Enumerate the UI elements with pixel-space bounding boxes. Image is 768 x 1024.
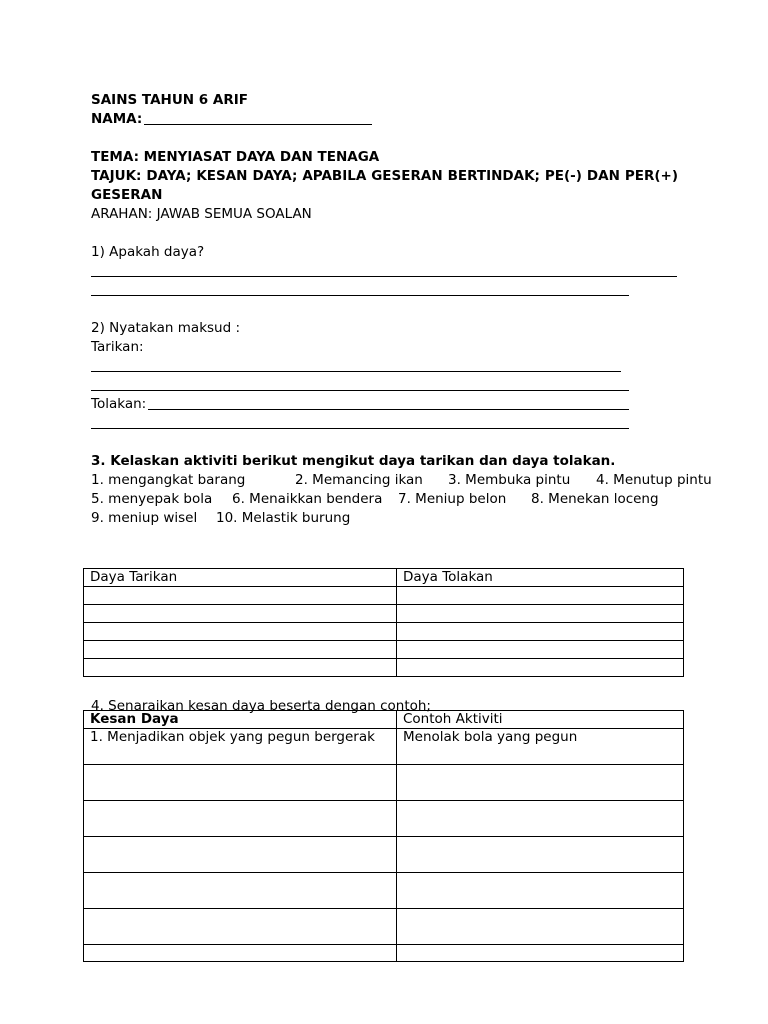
kesan-cell[interactable] (84, 873, 397, 909)
tolakan-answer-line-b[interactable] (91, 414, 678, 433)
table-header-row (84, 569, 684, 587)
theme-line: TEMA: MENYIASAT DAYA DAN TENAGA (91, 149, 380, 165)
name-label: NAMA: (91, 111, 143, 127)
tolakan-answer-line-a[interactable] (148, 409, 629, 410)
table-row (84, 641, 684, 659)
question-1: 1) Apakah daya? (91, 244, 205, 260)
activity-item: 7. Meniup belon (398, 491, 507, 507)
instruction-line: ARAHAN: JAWAB SEMUA SOALAN (91, 206, 312, 222)
activity-item: 4. Menutup pintu (596, 472, 712, 488)
tolakan-cell[interactable] (397, 641, 684, 659)
kesan-cell[interactable] (84, 945, 397, 962)
activity-item: 9. meniup wisel (91, 510, 198, 526)
activity-row-2 (91, 490, 678, 509)
table-row (84, 873, 684, 909)
activity-item: 6. Menaikkan bendera (232, 491, 383, 507)
class-line: SAINS TAHUN 6 ARIF (91, 92, 248, 108)
contoh-cell[interactable] (397, 909, 684, 945)
kesan-cell[interactable] (84, 801, 397, 837)
table-row (84, 729, 684, 765)
header-kesan-daya: Kesan Daya (84, 711, 397, 729)
table-row (84, 945, 684, 962)
worksheet-content (91, 91, 712, 714)
header-contoh-aktiviti: Contoh Aktiviti (397, 711, 684, 729)
header-daya-tolakan: Daya Tolakan (397, 569, 684, 587)
header-daya-tarikan: Daya Tarikan (84, 569, 397, 587)
effects-table (83, 710, 684, 962)
tarikan-cell[interactable] (84, 641, 397, 659)
tarikan-answer-line-a[interactable] (91, 357, 678, 376)
activity-item: 5. menyepak bola (91, 491, 213, 507)
table-row (84, 909, 684, 945)
contoh-cell[interactable] (397, 801, 684, 837)
answer-line-1a[interactable] (91, 262, 678, 281)
activity-row-3 (91, 509, 678, 528)
activity-item: 10. Melastik burung (216, 510, 351, 526)
kesan-cell[interactable] (84, 909, 397, 945)
tarikan-cell[interactable] (84, 659, 397, 677)
name-answer-line[interactable] (144, 124, 372, 125)
question-4: 4. Senaraikan kesan daya beserta dengan contoh; (91, 698, 431, 714)
tarikan-answer-line-b[interactable] (91, 376, 678, 395)
topic-line: TAJUK: DAYA; KESAN DAYA; APABILA GESERAN BERTINDAK; PE(-) DAN PER(+) GESERAN (91, 168, 678, 203)
tarikan-cell[interactable] (84, 587, 397, 605)
kesan-cell[interactable]: 1. Menjadikan objek yang pegun bergerak (84, 729, 397, 765)
activity-item: 2. Memancing ikan (295, 472, 423, 488)
table-row (84, 837, 684, 873)
contoh-cell[interactable] (397, 945, 684, 962)
activity-row-1 (91, 471, 712, 490)
table-row (84, 765, 684, 801)
tolakan-field[interactable] (91, 395, 678, 414)
activity-item: 3. Membuka pintu (448, 472, 571, 488)
table-header-row (84, 711, 684, 729)
table-row (84, 659, 684, 677)
contoh-cell[interactable]: Menolak bola yang pegun (397, 729, 684, 765)
classification-table (83, 568, 684, 677)
table-row (84, 587, 684, 605)
table-row (84, 605, 684, 623)
tolakan-cell[interactable] (397, 659, 684, 677)
answer-line-1b[interactable] (91, 281, 678, 300)
activity-item: 8. Menekan loceng (531, 491, 659, 507)
contoh-cell[interactable] (397, 765, 684, 801)
contoh-cell[interactable] (397, 873, 684, 909)
table-row (84, 623, 684, 641)
tarikan-cell[interactable] (84, 623, 397, 641)
tolakan-cell[interactable] (397, 623, 684, 641)
activity-item: 1. mengangkat barang (91, 472, 246, 488)
tolakan-cell[interactable] (397, 605, 684, 623)
table-row (84, 801, 684, 837)
kesan-cell[interactable] (84, 765, 397, 801)
tarikan-label: Tarikan: (91, 339, 144, 355)
tolakan-label: Tolakan: (91, 396, 147, 412)
question-2: 2) Nyatakan maksud : (91, 320, 241, 336)
tarikan-cell[interactable] (84, 605, 397, 623)
contoh-cell[interactable] (397, 837, 684, 873)
name-field[interactable] (91, 110, 678, 129)
kesan-cell[interactable] (84, 837, 397, 873)
question-3: 3. Kelaskan aktiviti berikut mengikut daya tarikan dan daya tolakan. (91, 453, 616, 469)
tolakan-cell[interactable] (397, 587, 684, 605)
